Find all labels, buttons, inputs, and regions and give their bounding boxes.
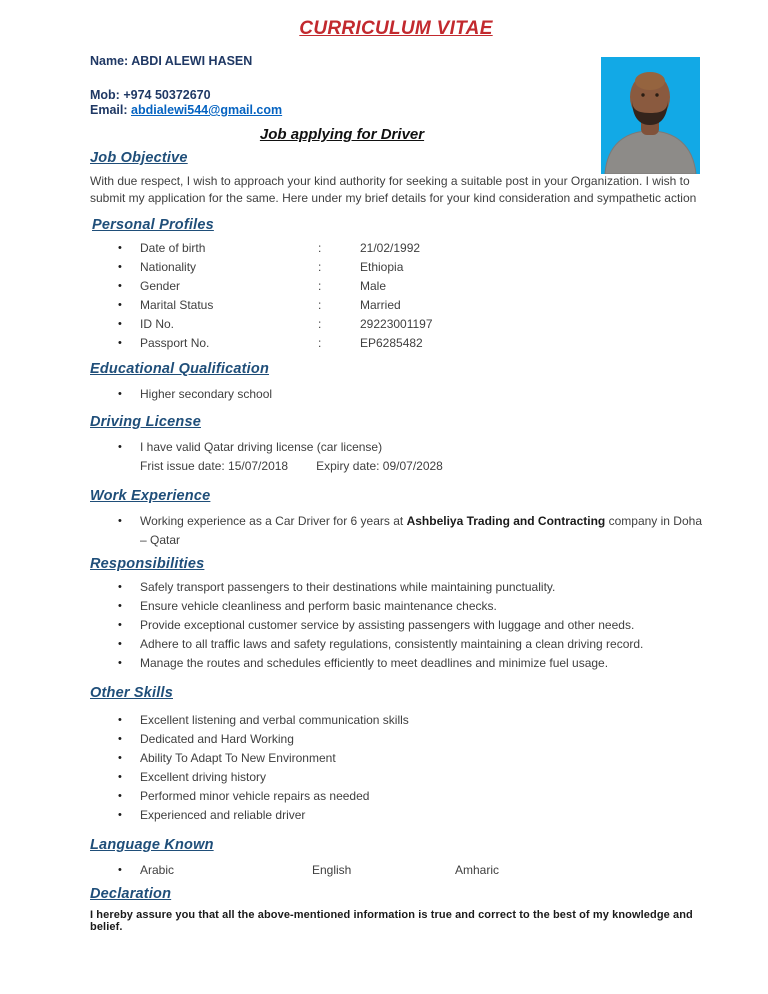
responsibility-text: Ensure vehicle cleanliness and perform basic maintenance checks. [140,599,497,613]
applicant-portrait-icon [601,57,700,174]
profile-value: Male [360,279,387,293]
profile-row [90,239,702,258]
profile-separator: : [318,336,322,350]
bullet-icon: • [118,242,122,254]
skill-text: Performed minor vehicle repairs as needed [140,789,370,803]
responsibility-text: Provide exceptional customer service by assisting passengers with luggage and other needs. [140,618,635,632]
driving-license-item [90,438,702,476]
section-heading-language-known: Language Known [90,837,214,853]
responsibility-item [90,635,702,654]
profile-label: Marital Status [140,298,214,312]
profile-row [90,277,702,296]
profile-value: EP6285482 [360,336,423,350]
bullet-icon: • [118,600,122,612]
personal-profiles-list [90,239,702,353]
bullet-icon: • [118,441,122,453]
profile-value: 21/02/1992 [360,241,421,255]
skill-item [90,787,702,806]
section-heading-other-skills: Other Skills [90,685,173,701]
section-heading-driving-license: Driving License [90,414,201,430]
skill-item [90,711,702,730]
job-applying-subtitle: Job applying for Driver [259,126,425,143]
profile-row [90,315,702,334]
education-item [90,385,702,404]
profile-separator: : [318,260,322,274]
bullet-icon: • [118,864,122,876]
driving-license-text [140,438,702,476]
profile-label: Gender [140,279,181,293]
section-heading-declaration: Declaration [90,886,172,902]
section-heading-responsibilities: Responsibilities [90,556,205,572]
bullet-icon: • [118,299,122,311]
bullet-icon: • [118,280,122,292]
section-heading-work-experience: Work Experience [90,488,211,504]
skill-item [90,806,702,825]
work-experience-suffix: company in Doha – Qatar [140,514,702,547]
profile-label: Passport No. [140,336,210,350]
profile-value: Ethiopia [360,260,404,274]
profile-label: ID No. [140,317,175,331]
work-experience-item [90,512,702,550]
skill-item [90,730,702,749]
bullet-icon: • [118,619,122,631]
profile-value: 29223001197 [360,317,433,331]
responsibility-item [90,654,702,673]
skill-text: Ability To Adapt To New Environment [140,751,336,765]
profile-row [90,258,702,277]
license-line1: I have valid Qatar driving license (car license) [140,440,383,454]
responsibility-text: Adhere to all traffic laws and safety regulations, consistently maintaining a clean driving record. [140,637,644,651]
other-skills-list [90,711,702,825]
profile-separator: : [318,317,322,331]
license-issue-date: Frist issue date: 15/07/2018 [140,459,289,473]
bullet-icon: • [118,638,122,650]
profile-row [90,296,702,315]
section-heading-educational-qualification: Educational Qualification [90,361,270,377]
bullet-icon: • [118,752,122,764]
bullet-icon: • [118,657,122,669]
company-name: Ashbeliya Trading and Contracting [406,514,606,528]
job-objective-paragraph: With due respect, I wish to approach your kind authority for seeking a suitable post in your Organization. I wish to submit my application for the same. Here under my brief details for your kind consideration and sympathetic action [90,174,697,205]
applicant-photo [601,57,700,174]
page-title: CURRICULUM VITAE [299,18,493,39]
section-heading-personal-profiles: Personal Profiles [92,217,214,233]
responsibility-item [90,616,702,635]
responsibilities-list [90,578,702,673]
language-english: English [312,863,352,877]
skill-text: Experienced and reliable driver [140,808,306,822]
skill-text: Excellent listening and verbal communication skills [140,713,409,727]
work-experience-text [140,512,702,550]
section-heading-job-objective: Job Objective [90,150,188,166]
skill-item [90,768,702,787]
skill-text: Excellent driving history [140,770,267,784]
profile-row [90,334,702,353]
name-label: Name: [90,54,129,68]
mobile-value: +974 50372670 [123,88,211,102]
profile-separator: : [318,298,322,312]
declaration-text: I hereby assure you that all the above-mentioned information is true and correct to the best of my knowledge and belief. [90,909,693,933]
email-link[interactable]: abdialewi544@gmail.com [131,103,283,117]
education-text: Higher secondary school [140,387,273,401]
profile-separator: : [318,241,322,255]
name-value: ABDI ALEWI HASEN [131,54,253,68]
responsibility-item [90,597,702,616]
language-arabic: Arabic [140,863,175,877]
responsibility-item [90,578,702,597]
work-experience-prefix: Working experience as a Car Driver for 6 years at [140,514,407,528]
language-row [90,861,702,880]
bullet-icon: • [118,714,122,726]
bullet-icon: • [118,515,122,527]
skill-text: Dedicated and Hard Working [140,732,294,746]
profile-value: Married [360,298,401,312]
bullet-icon: • [118,809,122,821]
bullet-icon: • [118,388,122,400]
responsibility-text: Manage the routes and schedules efficiently to meet deadlines and minimize fuel usage. [140,656,609,670]
skill-item [90,749,702,768]
bullet-icon: • [118,261,122,273]
bullet-icon: • [118,733,122,745]
mobile-label: Mob: [90,88,120,102]
bullet-icon: • [118,790,122,802]
bullet-icon: • [118,318,122,330]
bullet-icon: • [118,337,122,349]
license-expiry-date: Expiry date: 09/07/2028 [316,459,443,473]
email-label: Email: [90,103,128,117]
bullet-icon: • [118,581,122,593]
profile-label: Date of birth [140,241,206,255]
profile-label: Nationality [140,260,197,274]
language-amharic: Amharic [455,863,500,877]
bullet-icon: • [118,771,122,783]
responsibility-text: Safely transport passengers to their destinations while maintaining punctuality. [140,580,556,594]
profile-separator: : [318,279,322,293]
